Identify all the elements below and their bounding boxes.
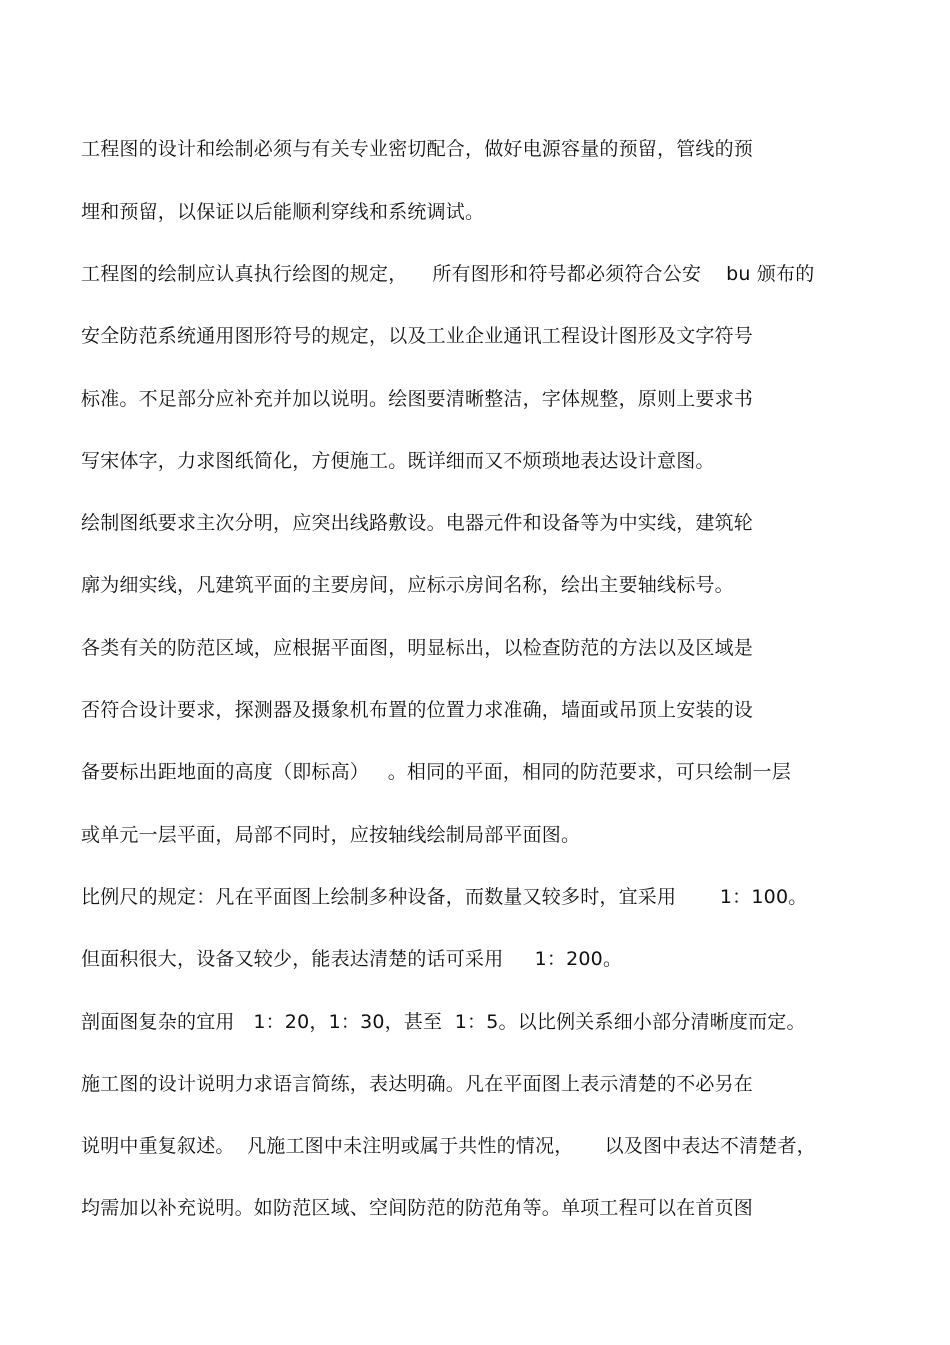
text-line: 标准。不足部分应补充并加以说明。绘图要清晰整洁，字体规整，原则上要求书 xyxy=(81,388,754,410)
text-line: 比例尺的规定：凡在平面图上绘制多种设备，而数量又较多时，宜采用 1：100。 xyxy=(81,886,808,908)
text-line: 施工图的设计说明力求语言简练，表达明确。凡在平面图上表示清楚的不必另在 xyxy=(81,1073,754,1095)
text-line: 廓为细实线，凡建筑平面的主要房间，应标示房间名称，绘出主要轴线标号。 xyxy=(81,574,734,596)
text-line: 工程图的绘制应认真执行绘图的规定， 所有图形和符号都必须符合公安 bu 颁布的 xyxy=(81,263,815,285)
text-line: 或单元一层平面，局部不同时，应按轴线绘制局部平面图。 xyxy=(81,824,581,846)
text-line: 剖面图复杂的宜用 1：20，1：30，甚至 1：5。以比例关系细小部分清晰度而定。 xyxy=(81,1011,806,1033)
text-line: 安全防范系统通用图形符号的规定，以及工业企业通讯工程设计图形及文字符号 xyxy=(81,325,754,347)
text-line: 否符合设计要求，探测器及摄象机布置的位置力求准确，墙面或吊顶上安装的设 xyxy=(81,699,754,721)
text-line: 绘制图纸要求主次分明，应突出线路敷设。电器元件和设备等为中实线，建筑轮 xyxy=(81,512,754,534)
text-line: 写宋体字，力求图纸简化，方便施工。既详细而又不烦琐地表达设计意图。 xyxy=(81,450,715,472)
text-line: 埋和预留，以保证以后能顺利穿线和系统调试。 xyxy=(81,201,485,223)
text-line: 均需加以补充说明。如防范区域、空间防范的防范角等。单项工程可以在首页图 xyxy=(81,1197,754,1219)
text-line: 说明中重复叙述。 凡施工图中未注明或属于共性的情况， 以及图中表达不清楚者， xyxy=(81,1135,816,1157)
text-line: 但面积很大，设备又较少，能表达清楚的话可采用 1：200。 xyxy=(81,948,623,970)
text-line: 各类有关的防范区域，应根据平面图，明显标出，以检查防范的方法以及区域是 xyxy=(81,637,754,659)
text-line: 备要标出距地面的高度（即标高） 。相同的平面，相同的防范要求，可只绘制一层 xyxy=(81,761,791,783)
text-line: 工程图的设计和绘制必须与有关专业密切配合，做好电源容量的预留，管线的预 xyxy=(81,138,754,160)
